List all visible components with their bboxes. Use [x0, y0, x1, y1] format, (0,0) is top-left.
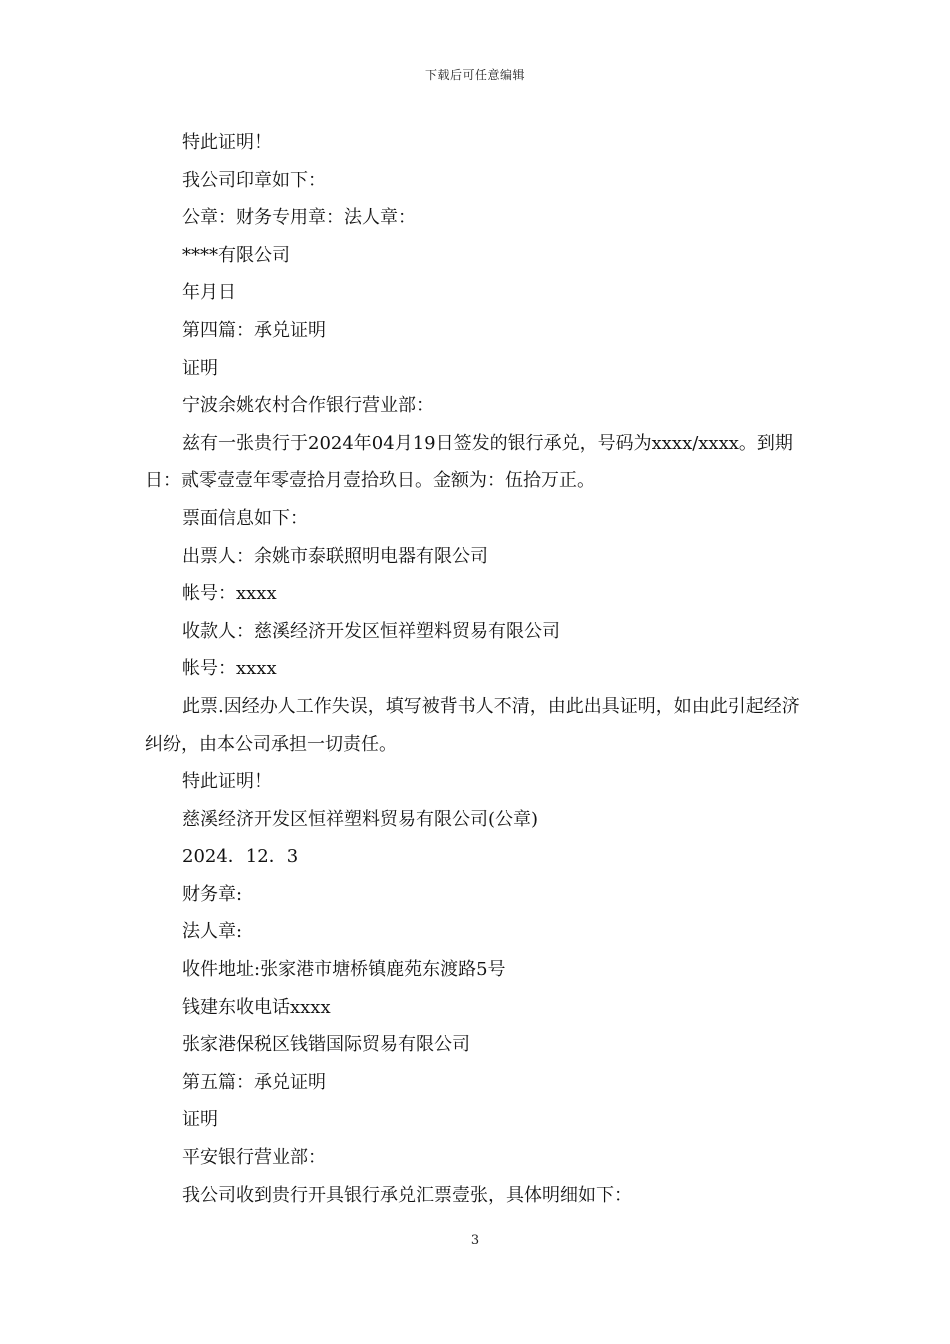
paragraph: 我公司收到贵行开具银行承兑汇票壹张，具体明细如下： — [182, 1184, 632, 1206]
paragraph: 帐号：xxxx — [182, 583, 277, 605]
date-line: 2024．12．3 — [182, 846, 299, 868]
paragraph: 慈溪经济开发区恒祥塑料贸易有限公司(公章) — [182, 808, 539, 830]
paragraph: 收件地址:张家港市塘桥镇鹿苑东渡路5号 — [182, 959, 506, 981]
document-title: 证明 — [182, 1109, 218, 1131]
document-title: 证明 — [182, 357, 218, 379]
paragraph: 特此证明！ — [182, 771, 272, 793]
paragraph: 票面信息如下： — [182, 507, 308, 529]
paragraph: 我公司印章如下： — [182, 169, 326, 191]
page-header: 下载后可任意编辑 — [424, 68, 525, 82]
paragraph: 张家港保税区钱锴国际贸易有限公司 — [182, 1034, 470, 1056]
paragraph: ****有限公司 — [182, 244, 290, 266]
section-heading: 第四篇：承兑证明 — [182, 319, 326, 341]
paragraph: 公章：财务专用章：法人章： — [182, 207, 416, 229]
addressee: 平安银行营业部： — [182, 1147, 326, 1169]
paragraph: 帐号：xxxx — [182, 658, 277, 680]
paragraph: 收款人：慈溪经济开发区恒祥塑料贸易有限公司 — [182, 620, 560, 642]
paragraph: 法人章: — [182, 921, 243, 943]
paragraph: 此票.因经办人工作失误，填写被背书人不清，由此出具证明，如由此引起经济纠纷，由本公司承担一切责任。 — [145, 695, 800, 755]
section-heading: 第五篇：承兑证明 — [182, 1071, 326, 1093]
paragraph: 钱建东收电话xxxx — [182, 996, 331, 1018]
paragraph: 年月日 — [182, 282, 236, 304]
paragraph: 兹有一张贵行于2024年04月19日签发的银行承兑，号码为xxxx/xxxx。到期日：贰零壹壹年零壹拾月壹拾玖日。金额为：伍拾万正。 — [145, 432, 793, 492]
document-body — [145, 124, 810, 1214]
paragraph: 特此证明！ — [182, 132, 272, 153]
page-number: 3 — [470, 1233, 480, 1248]
paragraph: 出票人：余姚市泰联照明电器有限公司 — [182, 545, 488, 567]
paragraph: 财务章: — [182, 883, 243, 905]
addressee: 宁波余姚农村合作银行营业部： — [182, 395, 434, 417]
